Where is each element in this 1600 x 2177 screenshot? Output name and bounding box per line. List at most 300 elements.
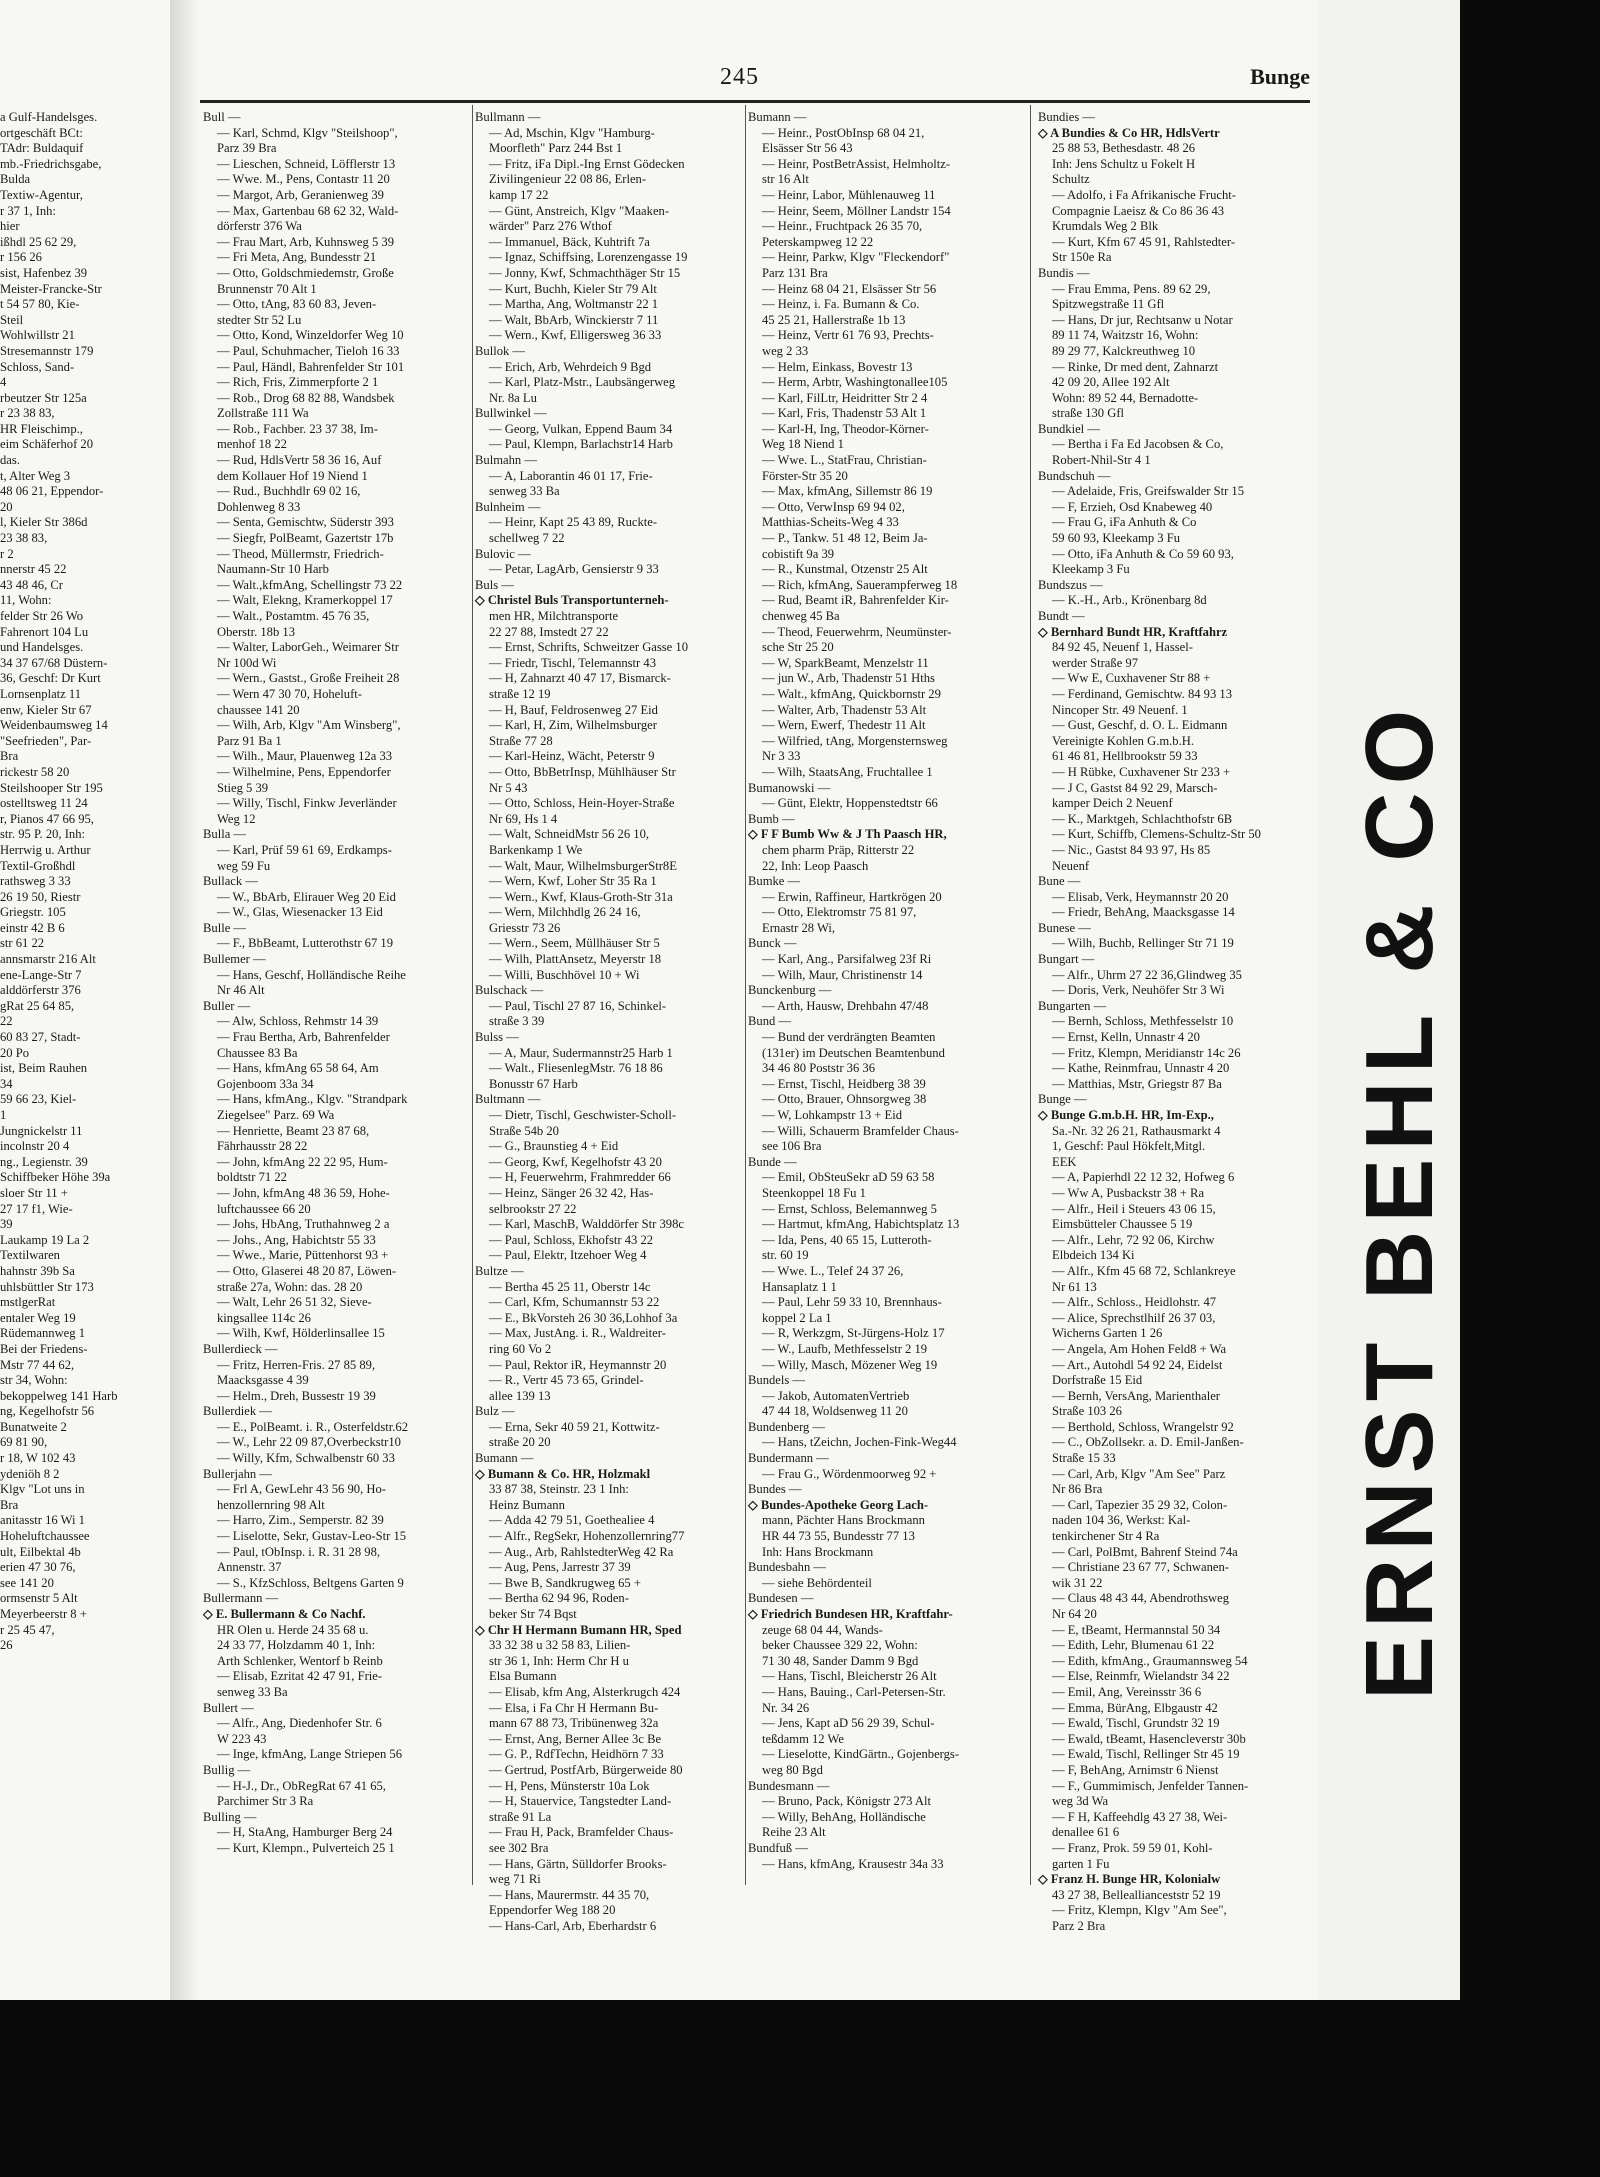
directory-entry: Bunck —: [748, 936, 797, 951]
directory-entry: str. 60 19: [762, 1248, 809, 1263]
directory-entry: uhlsbüttler Str 173: [0, 1279, 94, 1294]
directory-entry: cobistift 9a 39: [762, 546, 835, 561]
directory-entry: zeuge 68 04 44, Wands-: [762, 1622, 883, 1637]
directory-entry: r 23 38 83,: [0, 406, 55, 421]
directory-entry: Elsa Bumann: [489, 1669, 557, 1684]
directory-entry: — Inge, kfmAng, Lange Striepen 56: [217, 1747, 403, 1762]
directory-entry: eim Schäferhof 20: [0, 437, 94, 452]
directory-entry: — Paul, Lehr 59 33 10, Brennhaus-: [762, 1295, 942, 1310]
directory-entry: 33 32 38 u 32 58 83, Lilien-: [489, 1638, 631, 1653]
directory-entry: Textilwaren: [0, 1248, 60, 1263]
directory-entry: — Wern., Kwf, Elligersweg 36 33: [489, 328, 662, 343]
directory-entry: — Fritz, Herren-Fris. 27 85 89,: [217, 1357, 376, 1372]
directory-entry: — Kurt, Schiffb, Clemens-Schultz-Str 50: [1052, 827, 1261, 842]
directory-entry: Förster-Str 35 20: [762, 468, 848, 483]
directory-entry: — Emil, ObSteuSekr aD 59 63 58: [762, 1170, 935, 1185]
directory-entry: Bumke —: [748, 874, 801, 889]
directory-entry: — Wilhelmine, Pens, Eppendorfer: [217, 764, 391, 779]
directory-entry: W 223 43: [217, 1731, 267, 1746]
directory-entry: Textil-Großhdl: [0, 858, 76, 873]
directory-entry: — Carl, Kfm, Schumannstr 53 22: [489, 1295, 660, 1310]
directory-entry: — F, BehAng, Arnimstr 6 Nienst: [1052, 1762, 1219, 1777]
directory-entry: Straße 54b 20: [489, 1123, 559, 1138]
directory-entry: — Bernh, Schloss, Methfesselstr 10: [1052, 1014, 1234, 1029]
directory-entry: Bullmann —: [475, 110, 541, 124]
directory-entry: — Theod, Müllermstr, Friedrich-: [217, 546, 384, 561]
directory-entry: Str 150e Ra: [1052, 250, 1112, 265]
directory-entry: — Paul, tObInsp. i. R. 31 28 98,: [217, 1544, 381, 1559]
directory-entry: — Wwe. L., StatFrau, Christian-: [762, 453, 927, 468]
directory-entry: — Frl A, GewLehr 43 56 90, Ho-: [217, 1482, 386, 1497]
header-rule: [200, 100, 1310, 103]
directory-entry: Meyerbeerstr 8 +: [0, 1607, 87, 1621]
directory-entry: Bulle —: [203, 920, 247, 935]
directory-entry: Mstr 77 44 62,: [0, 1357, 75, 1372]
directory-entry: — Heinr, Kapt 25 43 89, Ruckte-: [489, 515, 658, 530]
directory-entry: weg 3d Wa: [1052, 1794, 1109, 1809]
directory-entry: — Willy, Tischl, Finkw Jeverländer: [217, 796, 397, 811]
directory-entry: 43 48 46, Cr: [0, 577, 63, 592]
directory-entry: — Wilh, Kwf, Hölderlinsallee 15: [217, 1326, 385, 1341]
directory-entry: Bundermann —: [748, 1451, 829, 1466]
directory-entry: ring 60 Vo 2: [489, 1341, 552, 1356]
directory-entry: see 141 20: [0, 1575, 54, 1590]
directory-entry: Bulda: [0, 172, 31, 187]
directory-entry: — Wern, Kwf, Loher Str 35 Ra 1: [489, 874, 657, 889]
directory-entry: Bullerjahn —: [203, 1466, 272, 1481]
directory-entry: ormsenstr 5 Alt: [0, 1591, 78, 1606]
directory-entry: Schiffbeker Höhe 39a: [0, 1170, 111, 1185]
directory-entry: entaler Weg 19: [0, 1310, 76, 1325]
directory-entry: beker Str 74 Bqst: [489, 1607, 577, 1621]
directory-entry: EEK: [1052, 1154, 1077, 1169]
directory-entry: straße 27a, Wohn: das. 28 20: [217, 1279, 363, 1294]
directory-entry: 33 87 38, Steinstr. 23 1 Inh:: [489, 1482, 629, 1497]
directory-entry: — J C, Gastst 84 92 29, Marsch-: [1052, 780, 1218, 795]
directory-entry: Bundkiel —: [1038, 421, 1100, 436]
directory-entry: — Otto, Elektromstr 75 81 97,: [762, 905, 917, 920]
directory-entry: enw, Kieler Str 67: [0, 702, 92, 717]
directory-entry: Rüdemannweg 1: [0, 1326, 85, 1341]
directory-entry: — H-J., Dr., ObRegRat 67 41 65,: [217, 1778, 386, 1793]
directory-entry: — Hans, Tischl, Bleicherstr 26 Alt: [762, 1669, 937, 1684]
directory-entry: — P., Tankw. 51 48 12, Beim Ja-: [762, 531, 928, 546]
directory-entry: — Max, kfmAng, Sillemstr 86 19: [762, 484, 933, 499]
directory-entry: HR Olen u. Herde 24 35 68 u.: [217, 1622, 369, 1637]
directory-entry: Bund —: [748, 1014, 792, 1029]
directory-entry: — Elisab, Ezritat 42 47 91, Frie-: [217, 1669, 383, 1684]
directory-entry: — Karl, MaschB, Walddörfer Str 398c: [489, 1217, 684, 1232]
directory-entry: — Alfr., RegSekr, Hohenzollernring77: [489, 1529, 685, 1544]
directory-entry: — Ernst, Kelln, Unnastr 4 20: [1052, 1030, 1200, 1045]
directory-entry: — F, Erzieh, Osd Knabeweg 40: [1052, 499, 1213, 514]
page-header: [200, 60, 1310, 100]
directory-entry: Bultze —: [475, 1263, 524, 1278]
directory-entry: Weg 18 Niend 1: [762, 437, 844, 452]
directory-entry: str 16 Alt: [762, 172, 809, 187]
directory-entry: — K.-H., Arb., Krönenbarg 8d: [1052, 593, 1207, 608]
directory-entry: — Lieschen, Schneid, Löfflerstr 13: [217, 156, 396, 171]
directory-entry: — Hans, Gärtn, Sülldorfer Brooks-: [489, 1856, 667, 1871]
directory-entry: ißhdl 25 62 29,: [0, 234, 77, 249]
directory-entry: — Bertha i Fa Ed Jacobsen & Co,: [1052, 437, 1224, 452]
directory-entry: — Alfr., Kfm 45 68 72, Schlankreye: [1052, 1263, 1236, 1278]
directory-entry: Nincoper Str. 49 Neuenf. 1: [1052, 702, 1188, 717]
directory-entry: r 37 1, Inh:: [0, 203, 56, 218]
edge-lettering: ERNST BEHL & CO: [1346, 701, 1453, 1700]
directory-entry: — Karl-Heinz, Wächt, Peterstr 9: [489, 749, 655, 764]
directory-entry: Bungarten —: [1038, 998, 1107, 1013]
directory-entry: — Helm, Einkass, Bovestr 13: [762, 359, 913, 374]
directory-entry: straße 12 19: [489, 686, 551, 701]
directory-entry: — Hans, kfmAng., Klgv. "Strandpark: [217, 1092, 408, 1107]
directory-entry: — Heinr, Labor, Mühlenauweg 11: [762, 187, 936, 202]
directory-entry: Bundies —: [1038, 110, 1096, 124]
directory-entry: henzollernring 98 Alt: [217, 1497, 325, 1512]
directory-entry: Nr. 34 26: [762, 1700, 810, 1715]
column-divider: [472, 105, 473, 1885]
directory-entry: Bonusstr 67 Harb: [489, 1076, 578, 1091]
directory-entry: 1: [0, 1108, 7, 1122]
directory-entry: Peterskampweg 12 22: [762, 234, 874, 249]
directory-entry: — Berthold, Schloss, Wrangelstr 92: [1052, 1419, 1234, 1434]
directory-entry: — Bertha 62 94 96, Roden-: [489, 1591, 629, 1606]
directory-entry: Bra: [0, 749, 19, 764]
directory-entry: — Paul, Elektr, Itzehoer Weg 4: [489, 1248, 647, 1263]
directory-entry: — Hans, Bauing., Carl-Petersen-Str.: [762, 1684, 946, 1699]
directory-entry: Zivilingenieur 22 08 86, Erlen-: [489, 172, 647, 187]
directory-entry: — Wilh, Buchb, Rellinger Str 71 19: [1052, 936, 1234, 951]
directory-entry: Dorfstraße 15 Eid: [1052, 1373, 1143, 1388]
directory-entry: Maacksgasse 4 39: [217, 1373, 309, 1388]
directory-entry: Bunatweite 2: [0, 1419, 67, 1434]
directory-entry: HR 44 73 55, Bundesstr 77 13: [762, 1529, 915, 1544]
directory-entry: "Seefrieden", Par-: [0, 733, 92, 748]
directory-entry: — Gertrud, PostfArb, Bürgerweide 80: [489, 1762, 683, 1777]
directory-entry: — Willi, Buschhövel 10 + Wi: [489, 967, 640, 982]
directory-entry: — Wilh., Maur, Plauenweg 12a 33: [217, 749, 393, 764]
directory-entry: — Alfr., Heil i Steuers 43 06 15,: [1052, 1201, 1216, 1216]
directory-entry: — Otto, tAng, 83 60 83, Jeven-: [217, 297, 377, 312]
column-2: [475, 110, 743, 1933]
directory-entry: mb.-Friedrichsgabe,: [0, 156, 102, 171]
directory-entry: Wohn: 89 52 44, Bernadotte-: [1052, 390, 1199, 405]
directory-entry: — Otto, Schloss, Hein-Hoyer-Straße: [489, 796, 675, 811]
directory-entry: — Emil, Ang, Vereinsstr 36 6: [1052, 1684, 1202, 1699]
directory-entry: — Ww E, Cuxhavener Str 88 +: [1052, 671, 1211, 686]
directory-entry: — Karl, Platz-Mstr., Laubsängerweg: [489, 375, 676, 390]
directory-entry: Bulschack —: [475, 983, 544, 998]
column-divider: [1030, 105, 1031, 1885]
directory-entry: ostelltsweg 11 24: [0, 796, 88, 811]
directory-entry: das.: [0, 453, 20, 468]
directory-entry: — Elsa, i Fa Chr H Hermann Bu-: [489, 1700, 659, 1715]
directory-entry: — Wilh, StaatsAng, Fruchtallee 1: [762, 764, 933, 779]
directory-entry: Griesstr 73 26: [489, 920, 561, 935]
directory-entry: — jun W., Arb, Thadenstr 51 Hths: [762, 671, 935, 686]
directory-entry: — Johs, HbAng, Truthahnweg 2 a: [217, 1217, 390, 1232]
directory-entry: — Wilh, Maur, Christinenstr 14: [762, 967, 923, 982]
column-1: [203, 110, 471, 1880]
directory-entry: r 2: [0, 546, 14, 561]
directory-entry: Bunge —: [1038, 1092, 1087, 1107]
directory-entry: — F., BbBeamt, Lutterothstr 67 19: [217, 936, 393, 951]
directory-entry: Bull —: [203, 110, 241, 124]
directory-entry: Jungnickelstr 11: [0, 1123, 83, 1138]
directory-entry: Hoheluftchaussee: [0, 1529, 90, 1544]
directory-entry: — Paul, Schuhmacher, Tieloh 16 33: [217, 343, 400, 358]
directory-entry: ◇ Bernhard Bundt HR, Kraftfahrz: [1038, 624, 1228, 639]
directory-entry: annsmarstr 216 Alt: [0, 952, 96, 967]
directory-entry: Textiw-Agentur,: [0, 187, 83, 202]
directory-entry: men HR, Milchtransporte: [489, 609, 619, 623]
directory-entry: — Edith, Lehr, Blumenau 61 22: [1052, 1638, 1215, 1653]
directory-entry: — R., Vertr 45 73 65, Grindel-: [489, 1373, 644, 1388]
directory-entry: — Liselotte, Sekr, Gustav-Leo-Str 15: [217, 1529, 407, 1544]
directory-entry: — Margot, Arb, Geranienweg 39: [217, 187, 384, 202]
directory-entry: ng, Kegelhofstr 56: [0, 1404, 95, 1419]
directory-entry: Parz 131 Bra: [762, 265, 828, 280]
directory-entry: — Hans, Geschf, Holländische Reihe: [217, 967, 406, 982]
directory-entry: Spitzwegstraße 11 Gfl: [1052, 297, 1165, 312]
directory-entry: 1, Geschf: Paul Hökfelt,Mitgl.: [1052, 1139, 1206, 1154]
directory-entry: kamper Deich 2 Neuenf: [1052, 796, 1173, 811]
directory-entry: 59 60 93, Kleekamp 3 Fu: [1052, 531, 1181, 546]
directory-entry: Weg 12: [217, 811, 256, 826]
directory-entry: — Georg, Vulkan, Eppend Baum 34: [489, 421, 673, 436]
directory-entry: — Rich, kfmAng, Sauerampferweg 18: [762, 577, 958, 592]
directory-entry: Bulovic —: [475, 546, 531, 561]
directory-entry: see 106 Bra: [762, 1139, 822, 1154]
directory-entry: Bumann —: [748, 110, 807, 124]
directory-entry: — Walter, Arb, Thadenstr 53 Alt: [762, 702, 927, 717]
directory-entry: — Willy, Masch, Mözener Weg 19: [762, 1357, 938, 1372]
directory-entry: 60 83 27, Stadt-: [0, 1030, 81, 1045]
directory-entry: — Walt, Elekng, Kramerkoppel 17: [217, 593, 393, 608]
directory-entry: — Fritz, Klempn, Klgv "Am See",: [1052, 1903, 1227, 1918]
directory-entry: — W, SparkBeamt, Menzelstr 11: [762, 655, 929, 670]
directory-entry: koppel 2 La 1: [762, 1310, 832, 1325]
directory-entry: weg 71 Ri: [489, 1872, 541, 1887]
directory-entry: — Angela, Am Hohen Feld8 + Wa: [1052, 1341, 1227, 1356]
column-4: [1038, 110, 1310, 1933]
directory-entry: str 36 1, Inh: Herm Chr H u: [489, 1653, 629, 1668]
directory-entry: — Hartmut, kfmAng, Habichtsplatz 13: [762, 1217, 960, 1232]
directory-entry: — siehe Behördenteil: [762, 1575, 872, 1590]
directory-entry: — Karl, Fris, Thadenstr 53 Alt 1: [762, 406, 927, 421]
directory-entry: Steilshooper Str 195: [0, 780, 103, 795]
directory-entry: — Fritz, Klempn, Meridianstr 14c 26: [1052, 1045, 1241, 1060]
directory-entry: Laukamp 19 La 2: [0, 1232, 90, 1247]
directory-entry: Matthias-Scheits-Weg 4 33: [762, 515, 899, 530]
directory-entry: 4: [0, 375, 7, 390]
directory-entry: Bundszus —: [1038, 577, 1103, 592]
directory-entry: 22 27 88, Imstedt 27 22: [489, 624, 609, 639]
directory-entry: Reihe 23 Alt: [762, 1825, 826, 1840]
directory-entry: — Rud, HdlsVertr 58 36 16, Auf: [217, 453, 382, 468]
directory-entry: Ernastr 28 Wi,: [762, 920, 836, 935]
directory-entry: Parchimer Str 3 Ra: [217, 1794, 314, 1809]
directory-entry: Robert-Nhil-Str 4 1: [1052, 453, 1151, 468]
directory-entry: ng., Legienstr. 39: [0, 1154, 88, 1169]
column-divider: [745, 105, 746, 1885]
running-head: Bunge: [1250, 64, 1310, 89]
directory-entry: 22, Inh: Leop Paasch: [762, 858, 869, 873]
directory-entry: — Heinz 68 04 21, Elsässer Str 56: [762, 281, 937, 296]
directory-entry: Klgv "Lot uns in: [0, 1482, 85, 1497]
directory-entry: Bra: [0, 1497, 19, 1512]
directory-entry: Elbdeich 134 Ki: [1052, 1248, 1135, 1263]
directory-entry: felder Str 26 Wo: [0, 609, 84, 623]
directory-entry: Straße 103 26: [1052, 1404, 1122, 1419]
directory-entry: Bulz —: [475, 1404, 515, 1419]
directory-entry: Bullwinkel —: [475, 406, 547, 421]
directory-entry: — Rich, Fris, Zimmerpforte 2 1: [217, 375, 379, 390]
directory-entry: — Wern, Ewerf, Thedestr 11 Alt: [762, 718, 926, 733]
directory-entry: 34 46 80 Poststr 36 36: [762, 1061, 876, 1076]
directory-entry: — Heinz, Vertr 61 76 93, Prechts-: [762, 328, 934, 343]
directory-entry: 48 06 21, Eppendor-: [0, 484, 104, 499]
directory-entry: — John, kfmAng 22 22 95, Hum-: [217, 1154, 388, 1169]
directory-entry: — Erich, Arb, Wehrdeich 9 Bgd: [489, 359, 652, 374]
directory-entry: — Heinr, Seem, Möllner Landstr 154: [762, 203, 951, 218]
directory-entry: — Heinr, Parkw, Klgv "Fleckendorf": [762, 250, 950, 265]
directory-entry: — Wilfried, tAng, Morgensternsweg: [762, 733, 948, 748]
directory-entry: — Gust, Geschf, d. O. L. Eidmann: [1052, 718, 1228, 733]
directory-entry: — Karl, FilLtr, Heidritter Str 2 4: [762, 390, 928, 405]
directory-entry: — Walt, SchneidMstr 56 26 10,: [489, 827, 650, 842]
directory-entry: — A, Laborantin 46 01 17, Frie-: [489, 468, 653, 483]
directory-entry: — Rud, Beamt iR, Bahrenfelder Kir-: [762, 593, 949, 608]
directory-entry: Bulnheim —: [475, 499, 541, 514]
directory-entry: Weidenbaumsweg 14: [0, 718, 108, 733]
directory-entry: Bulss —: [475, 1030, 519, 1045]
directory-entry: Inh: Jens Schultz u Fokelt H: [1052, 156, 1196, 171]
directory-entry: — Heinr., PostObInsp 68 04 21,: [762, 125, 925, 140]
directory-entry: — Otto, iFa Anhuth & Co 59 60 93,: [1052, 546, 1234, 561]
column-3: [748, 110, 1020, 1880]
directory-entry: — Aug., Arb, RahlstedterWeg 42 Ra: [489, 1544, 674, 1559]
directory-entry: Schultz: [1052, 172, 1090, 187]
directory-entry: Fährhausstr 28 22: [217, 1139, 308, 1154]
directory-entry: rickestr 58 20: [0, 764, 70, 779]
directory-entry: — Bertha 45 25 11, Oberstr 14c: [489, 1279, 651, 1294]
directory-entry: — Hans, kfmAng 65 58 64, Am: [217, 1061, 379, 1076]
directory-entry: Bumanowski —: [748, 780, 831, 795]
directory-entry: erien 47 30 76,: [0, 1560, 76, 1575]
directory-entry: — Frau Mart, Arb, Kuhnsweg 5 39: [217, 234, 394, 249]
directory-entry: — Petar, LagArb, Gensierstr 9 33: [489, 562, 659, 577]
directory-entry: straße 130 Gfl: [1052, 406, 1125, 421]
directory-entry: Wicherns Garten 1 26: [1052, 1326, 1163, 1341]
directory-entry: — W., Lehr 22 09 87,Overbeckstr10: [217, 1435, 401, 1450]
directory-entry: ydeniöh 8 2: [0, 1466, 60, 1481]
directory-entry: — Ernst, Tischl, Heidberg 38 39: [762, 1076, 926, 1091]
directory-entry: — Ernst, Schrifts, Schweitzer Gasse 10: [489, 640, 689, 655]
directory-entry: naden 104 36, Werkst: Kal-: [1052, 1513, 1191, 1528]
directory-entry: Eppendorfer Weg 188 20: [489, 1903, 616, 1918]
directory-entry: Bullerdiek —: [203, 1404, 272, 1419]
directory-entry: weg 80 Bgd: [762, 1762, 823, 1777]
directory-entry: — Hans, kfmAng, Krausestr 34a 33: [762, 1856, 944, 1871]
directory-entry: senweg 33 Ba: [489, 484, 560, 499]
directory-entry: 43 27 38, Belleallianceststr 52 19: [1052, 1887, 1221, 1902]
directory-entry: Bunde —: [748, 1154, 797, 1169]
directory-entry: Compagnie Laeisz & Co 86 36 43: [1052, 203, 1225, 218]
directory-entry: — Frau H, Pack, Bramfelder Chaus-: [489, 1825, 674, 1840]
directory-entry: rbeutzer Str 125a: [0, 390, 87, 405]
directory-entry: — Senta, Gemischtw, Süderstr 393: [217, 515, 394, 530]
directory-entry: — Walt., kfmAng, Quickbornstr 29: [762, 686, 941, 701]
directory-entry: HR Fleischimp.,: [0, 421, 83, 436]
directory-entry: ult, Eilbektal 4b: [0, 1544, 81, 1559]
directory-entry: werder Straße 97: [1052, 655, 1139, 670]
directory-entry: — G. P., RdfTechn, Heidhörn 7 33: [489, 1747, 664, 1762]
directory-entry: — Wern., Kwf, Klaus-Groth-Str 31a: [489, 889, 673, 904]
directory-entry: Bundfuß —: [748, 1840, 808, 1855]
directory-entry: — Paul, Händl, Bahrenfelder Str 101: [217, 359, 405, 374]
directory-entry: 34 37 67/68 Düstern-: [0, 655, 108, 670]
directory-entry: — Frau Emma, Pens. 89 62 29,: [1052, 281, 1211, 296]
directory-entry: Bumann —: [475, 1451, 534, 1466]
directory-entry: 22: [0, 1014, 13, 1029]
directory-entry: — Ernst, Schloss, Belemannweg 5: [762, 1201, 937, 1216]
directory-entry: Sa.-Nr. 32 26 21, Rathausmarkt 4: [1052, 1123, 1221, 1138]
directory-entry: — W., Glas, Wiesenacker 13 Eid: [217, 905, 383, 920]
directory-entry: Griegstr. 105: [0, 905, 66, 920]
directory-entry: — Erna, Sekr 40 59 21, Kottwitz-: [489, 1419, 660, 1434]
directory-entry: — Otto, VerwInsp 69 94 02,: [762, 499, 905, 514]
directory-entry: ◇ A Bundies & Co HR, HdlsVertr: [1038, 125, 1220, 140]
directory-entry: — Frau G., Wördenmoorweg 92 +: [762, 1466, 937, 1481]
directory-entry: Nr 61 13: [1052, 1279, 1097, 1294]
directory-entry: — Elisab, kfm Ang, Alsterkrugch 424: [489, 1684, 681, 1699]
directory-entry: — Ewald, Tischl, Rellinger Str 45 19: [1052, 1747, 1240, 1762]
directory-entry: ◇ Franz H. Bunge HR, Kolonialw: [1038, 1872, 1221, 1887]
directory-entry: Kleekamp 3 Fu: [1052, 562, 1130, 577]
directory-entry: — Frau Bertha, Arb, Bahrenfelder: [217, 1030, 390, 1045]
directory-entry: schellweg 7 22: [489, 531, 565, 546]
directory-entry: Meister-Francke-Str: [0, 281, 102, 296]
directory-entry: ene-Lange-Str 7: [0, 967, 82, 982]
directory-entry: nnerstr 45 22: [0, 562, 67, 577]
directory-entry: — Georg, Kwf, Kegelhofstr 43 20: [489, 1154, 662, 1169]
directory-entry: Moorfleth" Parz 244 Bst 1: [489, 141, 623, 156]
directory-entry: — Otto, Kond, Winzeldorfer Weg 10: [217, 328, 404, 343]
directory-entry: — Alfr., Ang, Diedenhofer Str. 6: [217, 1716, 382, 1731]
directory-entry: weg 2 33: [762, 343, 809, 358]
directory-entry: r 25 45 47,: [0, 1622, 55, 1637]
directory-entry: — Else, Reinmfr, Wielandstr 34 22: [1052, 1669, 1230, 1684]
directory-entry: — Wern, Milchhdlg 26 24 16,: [489, 905, 641, 920]
directory-entry: Neuenf: [1052, 858, 1090, 873]
directory-entry: einstr 42 B 6: [0, 920, 65, 935]
directory-entry: Naumann-Str 10 Harb: [217, 562, 329, 577]
directory-entry: — F., Gummimisch, Jenfelder Tannen-: [1052, 1778, 1249, 1793]
directory-entry: — Christiane 23 67 77, Schwanen-: [1052, 1560, 1229, 1575]
directory-entry: — S., KfzSchloss, Beltgens Garten 9: [217, 1575, 404, 1590]
directory-entry: — Bernh, VersAng, Marienthaler: [1052, 1388, 1220, 1403]
directory-entry: 59 66 23, Kiel-: [0, 1092, 77, 1107]
directory-entry: hahnstr 39b Sa: [0, 1263, 75, 1278]
directory-entry: Bundesbahn —: [748, 1560, 827, 1575]
directory-entry: wärder" Parz 276 Wthof: [489, 219, 612, 234]
directory-entry: — Alfr., Schloss., Heidlohstr. 47: [1052, 1295, 1217, 1310]
directory-entry: Schloss, Sand-: [0, 359, 75, 374]
directory-entry: — Günt, Elektr, Hoppenstedtstr 66: [762, 796, 938, 811]
directory-entry: Bei der Friedens-: [0, 1341, 88, 1356]
directory-entry: ◇ Friedrich Bundesen HR, Kraftfahr-: [748, 1607, 953, 1621]
